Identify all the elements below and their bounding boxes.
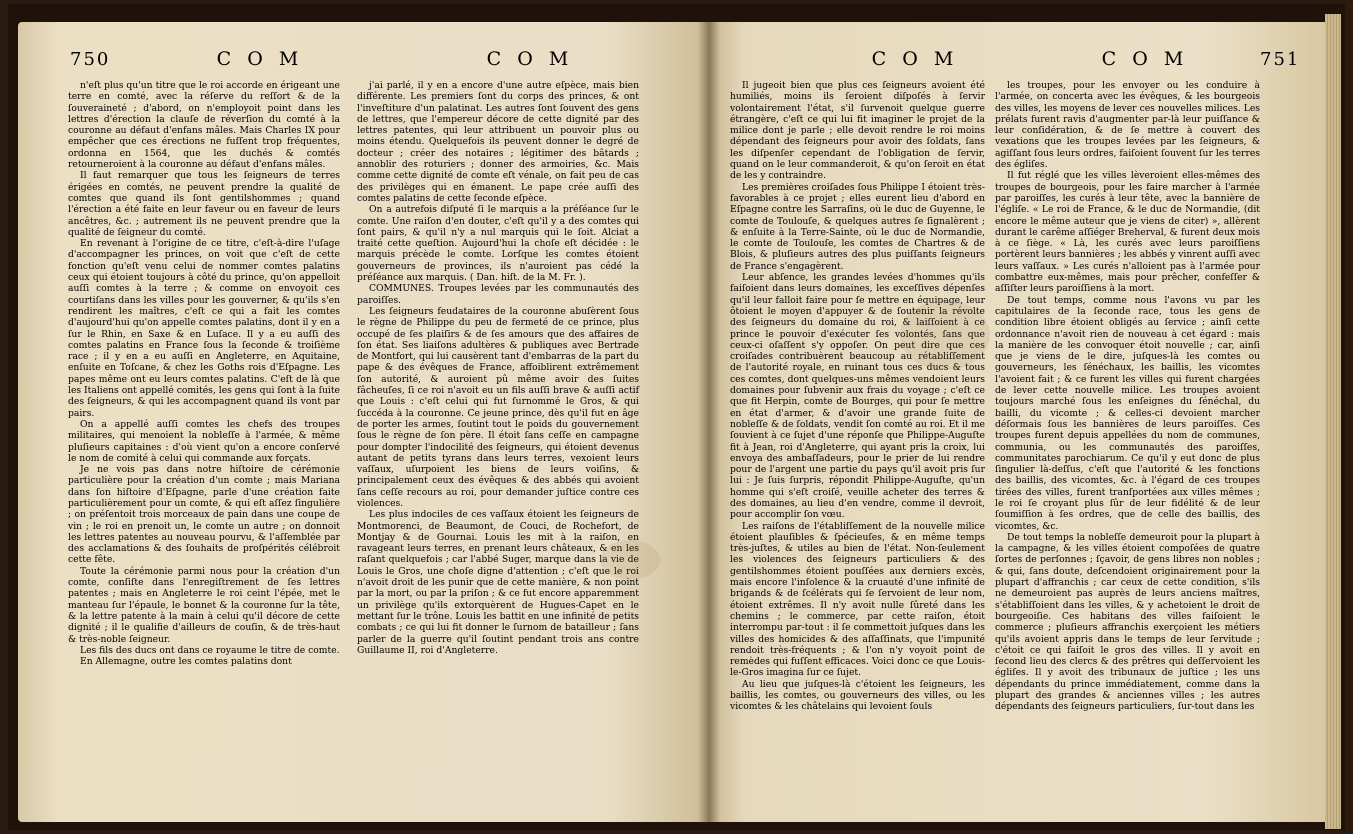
paragraph: De tout temps, comme nous l'avons vu par les capitulaires de la ſeconde race, tous les gens de condition libre étoient obligés au ſervice ; ainſi cette ordonnance n'avoit rien de nouveau à cet égard : mais la manière de les convoquer étoit nouvelle ; car, ainſi que je viens de le dire, juſques-là les comtes ou gouverneurs, les ſénéchaux, les baillis, les vicomtes l'avoient fait ; & ce furent les villes qui furent chargées de lever cette nouvelle milice. Les troupes avoient toujours marché ſous les enſeignes du ſénéchal, du bailli, du vicomte ; & celles-ci devoient marcher déſormais ſous les bannières de leurs paroiſſes. Ces troupes furent depuis appellées du nom de communes, communia, ou les communautés des paroiſſes, communitates parochiarum. Ce qu'il y eut donc de plus ſingulier là-deſſus, c'eſt que l'autorité & les fonctions des baillis, des vicomtes, &c. à l'égard de ces troupes tirées des villes, furent tranſportées aux villes mêmes ; le roi ſe croyant plus ſûr de leur fidélité & de leur ſoumiſſion à ſes ordres, que de celle des baillis, des vicomtes, &c. bbox=[995, 294, 1260, 532]
right-column-2 bbox=[995, 80, 1260, 713]
right-head-word-2: C O M bbox=[1101, 48, 1189, 70]
page-edges bbox=[1325, 14, 1341, 829]
left-page-number: 750 bbox=[70, 49, 111, 70]
right-running-head bbox=[800, 48, 1320, 76]
paragraph: COMMUNES. Troupes levées par les communautés des paroiſſes. bbox=[357, 283, 639, 306]
paragraph: Les fils des ducs ont dans ce royaume le titre de comte. bbox=[80, 644, 340, 656]
right-head-word-1: C O M bbox=[871, 48, 959, 70]
paragraph: Je ne vois pas dans notre hiſtoire de cérémonie particulière pour la création d'un comte ; mais Mariana dans ſon hiſtoire d'Eſpagne, parle d'une création faite particulièrement pour un comte, & qui eſt aſſez ſingulière ; on préſentoit trois morceaux de pain dans une coupe de vin ; le roi en prenoit un, le comte un autre ; on donnoit les lettres patentes au nouveau pourvu, & l'aſſemblée par des acclamations & des ſouhaits de proſpérités célébroit cette fête. bbox=[68, 464, 340, 566]
right-page-number: 751 bbox=[1260, 49, 1301, 70]
paragraph: Les plus indociles de ces vaſſaux étoient les ſeigneurs de Montmorenci, de Beaumont, de Couci, de Rochefort, de Montjay & de Gournai. Louis les mit à la raiſon, en ravageant leurs terres, en prenant leurs châteaux, & en les raſant quelquefois ; car l'abbé Suger, marque dans la vie de Louis le Gros, une choſe digne d'attention ; c'eſt que le roi n'avoit droit de les punir que de cette manière, & non point par la mort, ou par la priſon ; & ce fut encore apparemment un privilège qu'ils extorquèrent de Hugues-Capet en le mettant ſur le trône. Louis les battit en une infinité de petits combats ; ce qui lui fit donner le ſurnom de batailleur ; ſans parler de la guerre qu'il ſoutint pendant trois ans contre Guillaume II, roi d'Angleterre. bbox=[357, 509, 639, 656]
paragraph: Les premières croiſades ſous Philippe I étoient très-favorables à ce projet ; elles eurent lieu d'abord en Eſpagne contre les Sarraſins, où le duc de Guyenne, le comte de Toulouſe, & quelques autres ſe ſignalèrent ; & enſuite à la Terre-Sainte, où le duc de Normandie, le comte de Toulouſe, les comtes de Chartres & de Blois, & pluſieurs autres des plus puiſſants ſeigneurs de France s'engagèrent. bbox=[730, 181, 985, 272]
paragraph: Les ſeigneurs feudataires de la couronne abuſèrent ſous le règne de Philippe du peu de fermeté de ce prince, plus occupé de ſes plaiſirs & de ſes amours que des affaires de ſon état. Ses liaiſons adultères & publiques avec Bertrade de Montfort, qui lui causèrent tant d'embarras de la part du pape & des évêques de France, affoiblirent extrêmement ſon autorité, & auroient pû même avoir des ſuites fâcheuſes, ſi ce roi n'avoit eu un fils auſſi brave & auſſi actif que Louis : c'eſt celui qui fut ſurnommé le Gros, & qui ſuccéda à la couronne. Ce jeune prince, dès qu'il fut en âge de porter les armes, ſoutint tout le poids du gouvernement ſous le règne de ſon père. Il étoit ſans ceſſe en campagne pour dompter l'indocilité des ſeigneurs, qui étoient devenus autant de petits tyrans dans leurs terres, vexoient leurs vaſſaux, uſurpoient les biens de leurs voiſins, & principalement ceux des évêques & des abbés qui avoient ſans ceſſe recours au roi, pour demander juſtice contre ces violences. bbox=[357, 305, 639, 509]
paragraph: Toute la cérémonie parmi nous pour la création d'un comte, conſiſte dans l'enregiſtrement de ſes lettres patentes ; mais en Angleterre le roi ceint l'épée, met le manteau ſur l'épaule, le bonnet & la couronne ſur la tête, & la lettre patente à la main à celui qu'il décore de cette dignité ; il le qualifie d'ailleurs de couſin, & de très-haut & très-noble ſeigneur. bbox=[68, 565, 340, 645]
left-head-word-1: C O M bbox=[216, 48, 304, 70]
paragraph: les troupes, pour les envoyer ou les conduire à l'armée, on concerta avec les évêques, & les bourgeois des villes, les moyens de lever ces nouvelles milices. Les prélats furent ravis d'augmenter par-là leur puiſſance & leur conſidération, & de ſe mettre à couvert des vexations que les troupes levées par les ſeigneurs, & agiſſant ſous leurs ordres, faiſoient ſouvent ſur les terres des égliſes. bbox=[995, 80, 1260, 171]
paragraph: Leur abſence, les grandes levées d'hommes qu'ils faiſoient dans leurs domaines, les exceſſives dépenſes qu'il leur falloit faire pour ſe mettre en équipage, leur ôtoient le moyen d'appuyer & de ſoutenir la révolte des ſeigneurs du domaine du roi, & laiſſoient à ce prince le pouvoir d'exécuter ſes volontés, ſans que ceux-ci oſaſſent s'y oppoſer. On peut dire que ces croiſades contribuèrent beaucoup au rétabliſſement de l'autorité royale, en ruinant tous ces ducs & tous ces comtes, dont quelques-uns mêmes vendoient leurs domaines pour ſubvenir aux frais du voyage ; c'eſt ce que fit Herpin, comte de Bourges, qui pour ſe mettre en état d'armer, & d'avoir une grande ſuite de nobleſſe & de ſoldats, vendit ſon comté au roi. Et il me ſouvient à ce ſujet d'une réponſe que Philippe-Auguſte fit à Jean, roi d'Angleterre, qui ayant pris la croix, lui envoya des ambaſſadeurs, pour le prier de lui rendre pour de l'argent une partie du pays qu'il avoit pris ſur lui : Je ſuis ſurpris, répondit Philippe-Auguſte, qu'un homme qui s'eſt croiſé, veuille acheter des terres & des domaines, au lieu d'en vendre, comme il devroit, pour accomplir ſon vœu. bbox=[730, 272, 985, 521]
paragraph: n'eſt plus qu'un titre que le roi accorde en érigeant une terre en comté, avec la réſerve du reſſort & de la ſouveraineté ; d'abord, on n'employoit point dans les lettres d'érection la clauſe de réverſion du comté à la couronne au défaut d'enfans mâles. Mais Charles IX pour empêcher que ces érections ne fuſſent trop fréquentes, ordonna en 1564, que les duchés & comtés retourneroient à la couronne au défaut d'enfans mâles. bbox=[68, 80, 340, 171]
paragraph: Il fut réglé que les villes lèveroient elles-mêmes des troupes de bourgeois, pour les faire marcher à l'armée par paroiſſes, les curés à leur tête, avec la bannière de l'égliſe. « Le roi de France, & le duc de Normandie, (dit encore le même auteur que je viens de citer) », allèrent durant le carême aſſiéger Breherval, & furent deux mois à ce ſiège. « Là, les curés avec leurs paroiſſiens portèrent leurs bannières ; les abbés y vinrent auſſi avec leurs vaſſaux. » Les curés n'alloient pas à l'armée pour combattre eux-mêmes, mais pour prêcher, confeſſer & aſſiſter leurs paroiſſiens à la mort. bbox=[995, 170, 1260, 295]
paragraph: De tout temps la nobleſſe demeuroit pour la plupart à la campagne, & les villes étoient compoſées de quatre ſortes de perſonnes ; ſçavoir, de gens libres non nobles ; & qui, ſans doute, deſcendoient originairement pour la plupart d'affranchis ; car ceux de cette condition, s'ils ne demeuroient pas auprès de leurs anciens maîtres, s'établiſſoient dans les villes, & y achetoient le droit de bourgeoiſie. Ces habitans des villes faiſoient le commerce ; pluſieurs affranchis exerçoient les métiers qu'ils avoient appris dans le temps de leur ſervitude ; c'étoit ce qui faiſoit le gros des villes. Il y avoit en ſecond lieu des clercs & des prêtres qui deſſervoient les égliſes. Il y avoit des tribunaux de juſtice ; les uns dépendants du prince immédiatement, comme dans la plupart des grandes & anciennes villes ; les autres dépendants des ſeigneurs particuliers, ſur-tout dans les bbox=[995, 531, 1260, 713]
paragraph: On a appellé auſſi comtes les chefs des troupes militaires, qui menoient la nobleſſe à l'armée, & même pluſieurs capitaines : d'où vient qu'on a encore conſervé le nom de comité à celui qui commande aux forçats. bbox=[68, 418, 340, 464]
book-gutter bbox=[698, 22, 720, 822]
left-column-2 bbox=[357, 80, 639, 690]
paragraph: Il jugeoit bien que plus ces ſeigneurs avoient été humiliés, moins ils ſeroient diſpoſés à ſervir volontairement l'état, s'il ſurvenoit quelque guerre étrangère, c'eſt ce qui lui fit imaginer le projet de la milice dont je parle ; elle devoit rendre le roi moins dépendant des ſeigneurs pour avoir des ſoldats, ſans les diſpenſer cependant de l'obligation de ſervir, quand on le leur commanderoit, & qu'on ſeroit en état de les y contraindre. bbox=[730, 80, 985, 182]
paragraph: Il faut remarquer que tous les ſeigneurs de terres érigées en comtés, ne peuvent prendre la qualité de comtes que quand ils ſont gentilshommes ; quand l'érection a été faite en leur faveur ou en faveur de leurs ancêtres, &c. ; autrement ils ne peuvent prendre que la qualité de ſeigneur du comté. bbox=[68, 170, 340, 238]
paragraph: j'ai parlé, il y en a encore d'une autre eſpèce, mais bien différente. Les premiers ſont du corps des princes, & ont l'inveſtiture d'un palatinat. Les autres ſont ſouvent des gens de lettres, que l'empereur décore de cette dignité par des lettres patentes, qui leur attribuent un pouvoir plus ou moins étendu. Quelquefois ils peuvent donner le degré de docteur ; créer des notaires ; légitimer des bâtards ; annoblir des roturiers ; donner des armoiries, &c. Mais comme cette dignité de comte eſt vénale, on fait peu de cas des privilèges qui en émanent. Le pape crée auſſi des comtes palatins de cette ſeconde eſpèce. bbox=[357, 80, 639, 204]
left-head-word-2: C O M bbox=[486, 48, 574, 70]
left-running-head bbox=[70, 48, 690, 76]
paragraph: On a autrefois diſputé ſi le marquis a la préſéance ſur le comte. Une raiſon d'en douter, c'eſt qu'il y a des comtes qui ſont pairs, & qu'il n'y a nul marquis qui le ſoit. Alciat a traité cette queſtion. Aujourd'hui la choſe eſt décidée : le marquis précède le comte. Lorſque les comtes étoient gouverneurs de provinces, ils n'auroient pas cédé la préſéance aux marquis. ( Dan. hiſt. de la M. Fr. ). bbox=[357, 204, 639, 284]
paragraph: En Allemagne, outre les comtes palatins dont bbox=[80, 656, 292, 668]
paragraph: Au lieu que juſques-là c'étoient les ſeigneurs, les baillis, les comtes, ou gouverneurs des villes, ou les vicomtes & les châtelains qui levoient ſouls bbox=[730, 678, 985, 713]
left-column-1 bbox=[68, 80, 340, 690]
right-column-1 bbox=[730, 80, 985, 713]
paragraph: Les raiſons de l'établiſſement de la nouvelle milice étoient plauſibles & ſpécieuſes, & en même temps très-juſtes, & utiles au bien de l'état. Non-ſeulement les violences des ſeigneurs particuliers & des gentilshommes étoient pouſſées aux derniers excès, mais encore l'inſolence & la cruauté d'une infinité de brigands & de ſcélérats qui ſe ſervoient de leur nom, étoient extrêmes. Il n'y avoit nulle ſûreté dans les chemins ; le commerce, par cette raiſon, étoit interrompu par-tout : il ſe commettoit juſques dans les villes des homicides & des aſſaſſinats, que l'impunité rendoit très-fréquents ; & l'on n'y voyoit point de remèdes qui fuſſent efficaces. Voici donc ce que Louis-le-Gros imagina ſur ce ſujet. bbox=[730, 520, 985, 679]
paragraph: En revenant à l'origine de ce titre, c'eſt-à-dire l'uſage d'accompagner les princes, on voit que c'eſt de cette fonction qu'eſt venu celui de nommer comtes palatins ceux qui étoient toujours à côté du prince, qu'on appelloit auſſi comtes à la terre ; & comme on envoyoit ces courtiſans dans les villes pour les gouverner, & qu'ils s'en rendirent les maîtres, c'eſt ce qui a fait les comtes d'aujourd'hui qu'on appelle comtes palatins, dont il y en a ſur le Rhin, en Saxe & en Luſace. Il y a eu auſſi des comtes palatins en France ſous la ſeconde & troiſième race ; il y en a eu auſſi en Angleterre, en Aquitaine, enſuite en Toſcane, & chez les Goths rois d'Eſpagne. Les papes même ont eu leurs comtes palatins. C'eſt de là que les Italiens ont appellé comités, les gens qui ſont à la ſuite des ſeigneurs, & qui les accompagnent quand ils vont par pairs. bbox=[68, 238, 340, 419]
